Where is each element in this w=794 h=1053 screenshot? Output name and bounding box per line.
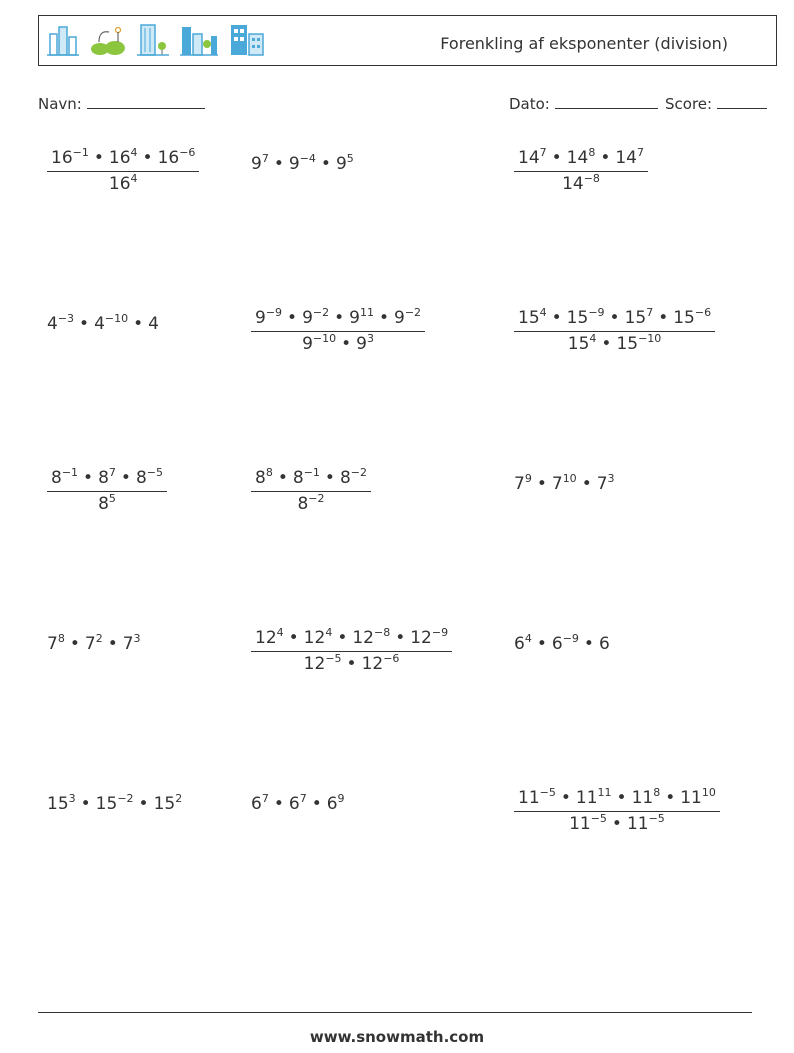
exponent: 11 (359, 306, 374, 319)
exponent: 2 (175, 792, 183, 805)
base: 4 (148, 314, 159, 334)
multiply-dot: • (93, 148, 104, 168)
multiply-dot: • (83, 468, 94, 488)
exponent: 3 (607, 472, 615, 485)
base: 15 (616, 334, 639, 354)
base: 8 (98, 468, 109, 488)
base: 7 (47, 634, 58, 654)
denominator (47, 492, 167, 514)
multiply-dot: • (324, 468, 335, 488)
problem-8 (251, 468, 371, 514)
exponent: −2 (117, 792, 134, 805)
problem-13 (47, 794, 182, 814)
multiply-dot: • (611, 814, 622, 834)
multiply-dot: • (273, 794, 284, 814)
problem-6 (514, 308, 715, 354)
exponent: 7 (261, 792, 269, 805)
worksheet-header (38, 15, 777, 66)
base: 15 (47, 794, 69, 814)
product-expression (251, 794, 345, 814)
exponent: −4 (299, 152, 316, 165)
base: 11 (680, 788, 702, 808)
exponent: 9 (524, 472, 532, 485)
name-field[interactable] (38, 94, 205, 113)
base: 8 (255, 468, 266, 488)
header-icons (46, 22, 270, 62)
denominator (514, 332, 715, 354)
base: 8 (135, 468, 147, 488)
exponent: 4 (539, 306, 547, 319)
exponent: 3 (133, 632, 141, 645)
name-blank[interactable] (87, 94, 205, 109)
exponent: 8 (653, 786, 661, 799)
base: 4 (47, 314, 58, 334)
exponent: −5 (325, 652, 342, 665)
multiply-dot: • (142, 148, 153, 168)
exponent: −3 (57, 312, 75, 325)
base: 12 (303, 628, 326, 648)
base: 16 (51, 148, 73, 168)
exponent: −10 (638, 332, 662, 345)
multiply-dot: • (288, 628, 299, 648)
base: 9 (302, 334, 313, 354)
multiply-dot: • (551, 308, 562, 328)
fraction (251, 468, 371, 514)
base: 6 (288, 794, 300, 814)
product-expression (47, 634, 141, 654)
multiply-dot: • (581, 474, 592, 494)
multiply-dot: • (600, 148, 611, 168)
footer-divider (38, 1012, 752, 1013)
multiply-dot: • (337, 628, 348, 648)
base: 6 (251, 794, 262, 814)
multiply-dot: • (320, 154, 331, 174)
base: 8 (51, 468, 62, 488)
base: 9 (255, 308, 266, 328)
base: 12 (352, 628, 374, 648)
exponent: 7 (539, 146, 547, 159)
base: 9 (302, 308, 313, 328)
problem-5 (251, 308, 425, 354)
base: 8 (339, 468, 351, 488)
denominator (514, 812, 720, 834)
multiply-dot: • (273, 154, 284, 174)
exponent: 4 (130, 172, 138, 185)
base: 7 (84, 634, 96, 654)
base: 16 (157, 148, 180, 168)
problem-7 (47, 468, 167, 514)
exponent: 7 (261, 152, 269, 165)
exponent: −6 (383, 652, 400, 665)
exponent: 10 (701, 786, 716, 799)
multiply-dot: • (341, 334, 352, 354)
exponent: 7 (646, 306, 654, 319)
base: 11 (575, 788, 598, 808)
problem-1 (47, 148, 199, 194)
exponent: −8 (373, 626, 391, 639)
problem-3 (514, 148, 648, 194)
exponent: −2 (308, 492, 325, 505)
fraction (47, 148, 199, 194)
exponent: −2 (404, 306, 422, 319)
base: 9 (394, 308, 405, 328)
base: 11 (631, 788, 654, 808)
base: 7 (551, 474, 563, 494)
problem-11 (251, 628, 452, 674)
score-blank[interactable] (717, 94, 767, 109)
multiply-dot: • (536, 634, 547, 654)
exponent: 10 (562, 472, 577, 485)
base: 15 (624, 308, 647, 328)
exponent: −10 (104, 312, 129, 325)
denominator (514, 172, 648, 194)
base: 4 (94, 314, 105, 334)
multiply-dot: • (551, 148, 562, 168)
base: 16 (108, 174, 131, 194)
base: 14 (562, 174, 584, 194)
fraction (514, 308, 715, 354)
multiply-dot: • (334, 308, 345, 328)
exponent: 5 (346, 152, 354, 165)
base: 9 (335, 154, 347, 174)
exponent: −1 (303, 466, 320, 479)
base: 12 (410, 628, 432, 648)
base: 7 (122, 634, 134, 654)
tower-icon (179, 22, 219, 56)
multiply-dot: • (138, 794, 149, 814)
date-blank[interactable] (555, 94, 658, 109)
numerator (251, 308, 425, 332)
city-skyline-icon (46, 22, 80, 56)
numerator (47, 148, 199, 172)
problem-14 (251, 794, 345, 814)
base: 16 (108, 148, 131, 168)
base: 15 (673, 308, 695, 328)
product-expression (514, 474, 615, 494)
base: 6 (551, 634, 563, 654)
exponent: 9 (337, 792, 345, 805)
exponent: −6 (694, 306, 712, 319)
base: 15 (567, 334, 590, 354)
exponent: −9 (265, 306, 283, 319)
exponent: 5 (108, 492, 116, 505)
base: 9 (288, 154, 300, 174)
multiply-dot: • (616, 788, 627, 808)
footer-url: www.snowmath.com (309, 1028, 485, 1046)
base: 15 (153, 794, 176, 814)
denominator (251, 492, 371, 514)
exponent: 2 (95, 632, 103, 645)
problem-12 (514, 634, 610, 654)
denominator (251, 652, 452, 674)
exponent: −9 (431, 626, 449, 639)
multiply-dot: • (133, 314, 144, 334)
multiply-dot: • (346, 654, 357, 674)
exponent: −5 (590, 812, 607, 825)
denominator (47, 172, 199, 194)
exponent: 7 (299, 792, 307, 805)
base: 7 (596, 474, 608, 494)
product-expression (251, 154, 354, 174)
multiply-dot: • (277, 468, 288, 488)
base: 12 (255, 628, 277, 648)
numerator (251, 628, 452, 652)
problem-10 (47, 634, 141, 654)
exponent: 4 (276, 626, 284, 639)
base: 14 (518, 148, 540, 168)
exponent: 4 (524, 632, 532, 645)
exponent: −5 (648, 812, 665, 825)
exponent: 4 (589, 332, 597, 345)
exponent: −6 (179, 146, 196, 159)
date-label: Dato: (509, 95, 550, 113)
exponent: −8 (583, 172, 600, 185)
exponent: −5 (539, 786, 556, 799)
exponent: −2 (312, 306, 330, 319)
exponent: −1 (72, 146, 89, 159)
numerator (514, 308, 715, 332)
base: 8 (98, 494, 109, 514)
base: 6 (514, 634, 525, 654)
multiply-dot: • (69, 634, 80, 654)
multiply-dot: • (560, 788, 571, 808)
multiply-dot: • (79, 314, 90, 334)
exponent: 7 (636, 146, 644, 159)
base: 11 (518, 788, 540, 808)
base: 7 (514, 474, 525, 494)
multiply-dot: • (287, 308, 298, 328)
exponent: 8 (588, 146, 596, 159)
multiply-dot: • (80, 794, 91, 814)
base: 8 (292, 468, 304, 488)
base: 15 (566, 308, 589, 328)
problem-15 (514, 788, 720, 834)
multiply-dot: • (107, 634, 118, 654)
base: 14 (566, 148, 589, 168)
exponent: 8 (265, 466, 273, 479)
problem-9 (514, 474, 615, 494)
exponent: 4 (325, 626, 333, 639)
product-expression (47, 794, 182, 814)
base: 15 (518, 308, 540, 328)
worksheet-title: Forenkling af eksponenter (division) (440, 34, 728, 53)
base: 11 (626, 814, 649, 834)
base: 9 (349, 308, 360, 328)
base: 9 (251, 154, 262, 174)
apartment-icon (228, 22, 266, 56)
numerator (47, 468, 167, 492)
multiply-dot: • (658, 308, 669, 328)
fraction (251, 308, 425, 354)
denominator (251, 332, 425, 354)
base: 12 (361, 654, 384, 674)
base: 15 (95, 794, 118, 814)
base: 11 (569, 814, 591, 834)
exponent: 7 (108, 466, 116, 479)
multiply-dot: • (120, 468, 131, 488)
problem-4 (47, 314, 159, 334)
multiply-dot: • (609, 308, 620, 328)
exponent: −9 (562, 632, 579, 645)
product-expression (514, 634, 610, 654)
score-label: Score: (665, 95, 713, 113)
base: 6 (326, 794, 338, 814)
exponent: −10 (312, 332, 337, 345)
date-field[interactable] (509, 94, 658, 113)
exponent: 8 (57, 632, 65, 645)
numerator (251, 468, 371, 492)
base: 14 (615, 148, 637, 168)
multiply-dot: • (311, 794, 322, 814)
multiply-dot: • (395, 628, 406, 648)
multiply-dot: • (536, 474, 547, 494)
exponent: −2 (350, 466, 367, 479)
score-field[interactable] (665, 94, 767, 113)
multiply-dot: • (665, 788, 676, 808)
base: 6 (598, 634, 610, 654)
multiply-dot: • (583, 634, 594, 654)
base: 12 (303, 654, 326, 674)
fraction (47, 468, 167, 514)
exponent: −5 (146, 466, 163, 479)
exponent: 3 (68, 792, 76, 805)
fraction (514, 788, 720, 834)
office-building-icon (136, 22, 170, 56)
exponent: 3 (366, 332, 374, 345)
multiply-dot: • (378, 308, 390, 328)
numerator (514, 788, 720, 812)
problem-2 (251, 154, 354, 174)
base: 8 (297, 494, 309, 514)
product-expression (47, 314, 159, 334)
name-label: Navn: (38, 95, 82, 113)
numerator (514, 148, 648, 172)
exponent: −1 (61, 466, 79, 479)
exponent: −9 (588, 306, 605, 319)
exponent: 11 (597, 786, 612, 799)
fraction (251, 628, 452, 674)
multiply-dot: • (601, 334, 612, 354)
fraction (514, 148, 648, 194)
exponent: 4 (130, 146, 138, 159)
base: 9 (356, 334, 367, 354)
park-icon (89, 22, 127, 56)
